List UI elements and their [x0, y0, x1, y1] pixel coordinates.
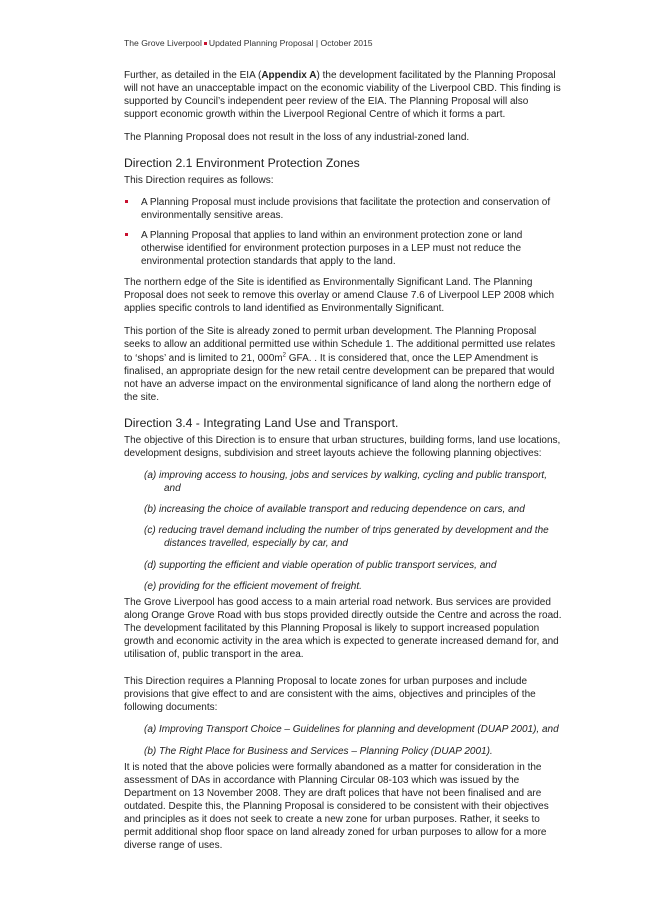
direction-3-4-paragraph-requirements: This Direction requires a Planning Proposal to locate zones for urban purposes and include provisions that give effect to and are consistent with the aims, objectives and principles of the following documents:	[124, 676, 536, 714]
intro-paragraph-economic-viability	[124, 69, 564, 121]
bullet-icon	[125, 200, 128, 203]
direction-3-4-paragraph-policies-abandoned: It is noted that the above policies were formally abandoned as a matter for consideration in the assessment of DAs in accordance with Planning Circular 08-103 which was issued by the Department on 13 November 2008. They are draft polices that have not been finalised and are outdated. Despite this, the Planning Proposal is considered to be consistent with their objectives and principles as it does not seek to create a new zone for urban purposes. Rather, it seeks to permit additional shop floor space on land already zoned for urban purposes to allow for a more diverse range of uses.	[124, 761, 549, 852]
direction-2-1-paragraph-northern-edge: The northern edge of the Site is identified as Environmentally Significant Land. The Planning Proposal does not seek to remove this overlay or amend Clause 7.6 of Liverpool LEP 2008 which applies specific controls to land identified as Environmentally Significant.	[124, 277, 555, 315]
list-item-text: A Planning Proposal must include provisions that facilitate the protection and conservation of environmentally sensitive areas.	[141, 196, 551, 221]
header-document-title: Updated Planning Proposal | October 2015	[208, 38, 373, 48]
bullet-icon	[125, 233, 128, 236]
direction-2-1-lead: This Direction requires as follows:	[124, 175, 274, 187]
list-item: (a) improving access to housing, jobs and services by walking, cycling and public transport, and	[144, 470, 547, 495]
list-item-text: A Planning Proposal that applies to land within an environment protection zone or land otherwise identified for environment protection purposes in a LEP must not reduce the environmental protection standards that apply to the land.	[141, 229, 523, 267]
direction-3-4-lead: The objective of this Direction is to ensure that urban structures, building forms, land use locations, development designs, subdivision and street layouts achieve the following planning objectives:	[124, 434, 561, 459]
document-page	[124, 38, 564, 862]
list-item	[124, 229, 564, 268]
policy-documents-list	[124, 723, 564, 757]
zoning-text-b: GFA. . It is considered that, once the LEP Amendment is finalised, an appropriate design for the new retail centre development can be prepared that would not have an adverse impact on the environmental significance of land along the northern edge of the site.	[124, 352, 555, 403]
heading-direction-2-1: Direction 2.1 Environment Protection Zones	[124, 156, 360, 171]
appendix-reference: Appendix A	[261, 70, 317, 81]
list-item: (c) reducing travel demand including the number of trips generated by development and the distances travelled, especially by car, and	[144, 525, 549, 550]
list-item: (e) providing for the efficient movement of freight.	[144, 580, 362, 592]
list-item: (b) increasing the choice of available transport and reducing dependence on cars, and	[144, 504, 525, 516]
header-project-name: The Grove Liverpool	[124, 38, 202, 48]
direction-2-1-requirements	[124, 196, 564, 268]
list-item: (a) Improving Transport Choice – Guidelines for planning and development (DUAP 2001), and	[144, 724, 559, 736]
direction-2-1-paragraph-zoning	[124, 325, 564, 404]
superscript-2: 2	[282, 352, 286, 359]
direction-3-4-paragraph-transport-access: The Grove Liverpool has good access to a main arterial road network. Bus services are provided along Orange Grove Road with bus stops provided directly outside the Centre and across the road. The development facilitated by this Planning Proposal is likely to support increased population growth and economic activity in the area which is expected to generate increased demand for, and utilisation of, public transport in the area.	[124, 596, 562, 661]
intro-text-a: Further, as detailed in the EIA (	[124, 70, 262, 81]
intro-text-b: ) the development facilitated by the Planning Proposal will not have an unacceptable impact on the economic viability of the Liverpool CBD. This finding is supported by Council’s independent peer review of the EIA. The Planning Proposal will also support economic growth within the Liverpool Regional Centre of which it forms a part.	[124, 70, 561, 121]
planning-objectives-list	[124, 469, 564, 593]
running-header	[124, 38, 564, 48]
list-item: (b) The Right Place for Business and Services – Planning Policy (DUAP 2001).	[144, 745, 493, 757]
zoning-text-a: This portion of the Site is already zoned to permit urban development. The Planning Proposal seeks to allow an additional permitted use within Schedule 1. The additional permitted use relates to ‘shops’ and is limited to 21, 000m	[124, 326, 556, 364]
list-item	[124, 196, 564, 222]
list-item: (d) supporting the efficient and viable operation of public transport services, and	[144, 559, 497, 571]
intro-paragraph-industrial-land: The Planning Proposal does not result in the loss of any industrial-zoned land.	[124, 132, 470, 144]
heading-direction-3-4: Direction 3.4 - Integrating Land Use and Transport.	[124, 415, 399, 430]
header-separator-dot	[204, 42, 207, 45]
